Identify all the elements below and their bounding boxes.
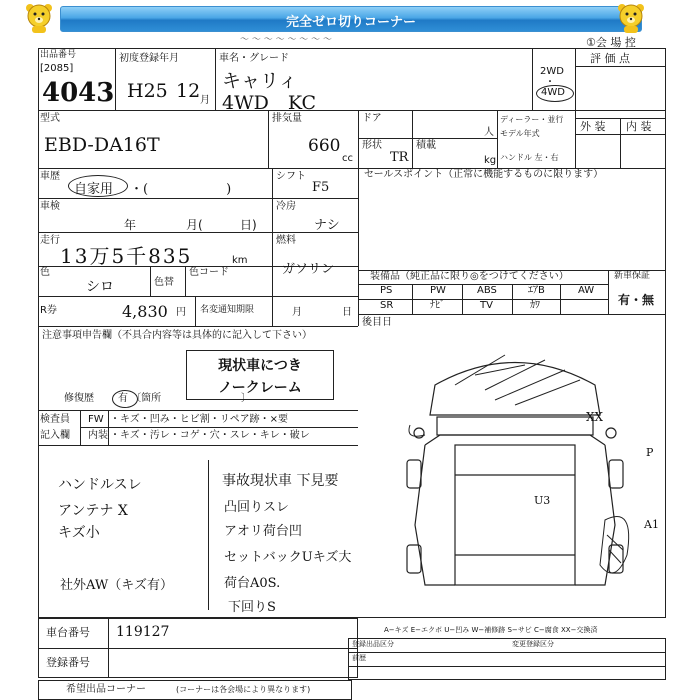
tax-day: 日 (342, 307, 352, 318)
top-banner (0, 0, 700, 36)
rating-label: 評 価 点 (590, 52, 630, 65)
mileage-label: 走行 (40, 235, 60, 246)
divider (358, 168, 359, 326)
dealer-model-year: モデル年式 (500, 129, 540, 138)
capacity-unit: 人 (484, 127, 494, 138)
fuel-value: ガソリン (282, 262, 335, 277)
title-strip (60, 6, 642, 32)
stamp-line1: 現状車につき (218, 358, 302, 374)
note-right-1: 事故現状車 下見要 (222, 473, 339, 489)
inspection-day: 日) (240, 218, 257, 232)
divider (80, 410, 81, 445)
tax-label: R券 (40, 305, 57, 316)
divider (195, 296, 196, 326)
inspector-row1: ・キズ・凹み・ヒビ割・リペア跡・×要 (110, 414, 288, 425)
note-left-2: アンテナ X (58, 503, 128, 519)
drive-dot: ・ (545, 77, 555, 88)
equip-airbag: ｴｱB (528, 285, 545, 296)
note-right-3: アオリ荷台凹 (224, 524, 302, 539)
divider (80, 427, 358, 428)
extra-change: 変更登録区分 (512, 640, 554, 648)
inspector-label2: 記入欄 (40, 430, 70, 441)
equip-leather: ｶﾜ (530, 300, 540, 311)
doors-label: ドア (362, 113, 382, 124)
color-change-label: 色替 (154, 277, 174, 288)
interior-label: 内 装 (626, 120, 652, 133)
divider (560, 284, 561, 314)
sales-points-label: セールスポイント（正常に機能するものに限ります） (364, 169, 604, 180)
repair-value: 有 〔箇所 〕 (118, 393, 252, 404)
body-type-label: 形状 (362, 140, 382, 151)
registration-no-label: 登録番号 (46, 656, 90, 669)
diagram-mark-p: P (646, 446, 654, 459)
lot-sub: [2085] (40, 63, 74, 74)
lot-label: 出品番号 (40, 50, 77, 60)
shift-value: F5 (312, 180, 330, 195)
divider (268, 110, 269, 168)
fuel-label: 燃料 (276, 235, 296, 246)
tax-month: 月 (292, 307, 302, 318)
inspection-year: 年 (124, 218, 137, 232)
drive-4wd: 4WD (541, 87, 565, 98)
inspector-row2-head: 内装 (88, 430, 108, 441)
divider (150, 266, 151, 296)
usage-value: 自家用 (74, 182, 114, 197)
tax-value: 4,830 (122, 302, 168, 321)
divider (620, 118, 621, 168)
usage-label: 車歴 (40, 171, 60, 182)
damage-legend: A−キズ E−エクボ U−凹み W−補修跡 S−サビ C−腐食 XX−交換済 (384, 626, 598, 634)
new-warranty-label: 新車保証 (614, 271, 651, 281)
divider (38, 198, 358, 199)
ac-value: ナシ (314, 218, 340, 233)
seat-label: 後目日 (362, 317, 392, 328)
ac-label: 冷房 (276, 201, 296, 212)
note-right-5: 荷台A0S. (224, 576, 281, 591)
mileage-unit: km (232, 255, 248, 266)
divider (412, 110, 413, 168)
bear-mascot-icon (616, 2, 646, 34)
divider (348, 666, 666, 667)
note-left-3: キズ小 (58, 525, 100, 541)
color-label: 色 (40, 267, 50, 278)
page-title: 完全ゼロ切りコーナー (285, 15, 416, 30)
equip-abs: ABS (477, 285, 497, 296)
divider (358, 110, 359, 168)
diagram-mark-a1: A1 (644, 518, 659, 531)
repair-circle (112, 390, 138, 408)
new-warranty-value: 有・無 (618, 293, 655, 307)
cut-heading: 〜 〜 〜 〜 〜 〜 〜 〜 (240, 35, 333, 45)
divider (497, 110, 498, 168)
note-right-6: 下回りS (228, 600, 276, 615)
equip-sr: SR (380, 300, 394, 311)
divider (38, 326, 358, 327)
divider (115, 48, 116, 110)
venue-label: ①会 場 控 (586, 36, 636, 49)
inspection-label: 車検 (40, 201, 60, 212)
chassis-label: 車台番号 (46, 626, 90, 639)
registration-month: 12 (176, 80, 201, 102)
dealer-label: ディーラー・並行 (500, 115, 564, 124)
equip-navi: ﾅﾋﾞ (430, 300, 445, 311)
note-right-4: セットバックUキズ大 (224, 550, 352, 565)
divider (38, 445, 358, 446)
body-type-value: TR (390, 150, 409, 165)
divider (348, 652, 666, 653)
equip-tv: TV (480, 300, 493, 311)
repair-label: 修復歴 (64, 393, 94, 404)
shift-label: シフト (276, 171, 306, 182)
divider (215, 48, 216, 110)
model-label: 型式 (40, 113, 60, 124)
registration-year: H25 (127, 80, 168, 102)
divider (532, 48, 533, 110)
tax-unit: 円 (176, 307, 186, 318)
load-unit: kg (484, 155, 497, 166)
inspection-month: 月( (186, 218, 203, 232)
footer-label: 希望出品コーナー (66, 684, 146, 695)
drive-2wd: 2WD (540, 66, 564, 77)
extra-transfer: 登録出品区分 (352, 640, 394, 648)
displacement-label: 排気量 (272, 113, 302, 124)
lot-number: 4043 (42, 78, 115, 108)
inspector-label: 検査員 (40, 414, 70, 425)
equip-ps: PS (380, 285, 393, 296)
registration-month-unit: 月 (200, 95, 210, 106)
notes-label: 注意事項申告欄（不具合内容等は具体的に記入して下さい） (42, 330, 312, 341)
color-code-label: 色コード (189, 267, 229, 278)
divider (38, 648, 358, 649)
divider (358, 138, 498, 139)
chassis-value: 119127 (116, 624, 170, 640)
tax-notice-label: 名変通知期限 (200, 305, 255, 315)
exterior-label: 外 装 (580, 120, 606, 133)
stamp-line2: ノークレーム (218, 380, 302, 396)
divider (185, 266, 186, 296)
diagram-mark-xx: XX (586, 410, 604, 424)
divider (412, 284, 413, 314)
divider (208, 460, 209, 610)
registration-label: 初度登録年月 (119, 53, 179, 64)
divider (462, 284, 463, 314)
equip-pw: PW (430, 285, 446, 296)
equipment-label: 装備品（純正品に限り◎をつけてください） (370, 271, 569, 282)
truck-diagram (395, 345, 665, 615)
bear-mascot-icon (24, 2, 54, 34)
divider (358, 314, 666, 315)
divider (608, 270, 609, 314)
divider (38, 296, 358, 297)
inspector-row1-head: FW (88, 414, 104, 425)
vehicle-name: キャリィ (222, 70, 298, 92)
extra-previous: 前歴 (352, 654, 366, 662)
model-value: EBD-DA16T (44, 134, 160, 156)
diagram-mark-u3: U3 (534, 494, 551, 507)
vehicle-label: 車名・グレード (219, 53, 289, 64)
inspector-row2: ・キズ・汚レ・コゲ・穴・スレ・キレ・破レ (110, 430, 310, 441)
note-left-4: 社外AW（キズ有） (60, 578, 173, 593)
footer-note: (コーナーは各会場により異なります) (176, 685, 311, 694)
displacement-unit: cc (342, 153, 353, 164)
load-label: 積載 (416, 140, 436, 151)
divider (512, 284, 513, 314)
divider (38, 110, 666, 111)
displacement-value: 660 (308, 136, 341, 156)
divider (575, 66, 666, 67)
dealer-handle: ハンドル 左・右 (500, 153, 559, 162)
note-left-1: ハンドルスレ (58, 477, 142, 493)
color-value: シロ (86, 279, 114, 295)
divider (108, 410, 109, 445)
extra-block (348, 638, 666, 680)
equip-aw: AW (578, 285, 595, 296)
vehicle-grade: 4WD KC (222, 92, 317, 114)
usage-rest: ・( ) (130, 182, 232, 197)
divider (38, 410, 358, 411)
note-right-2: 凸回りスレ (224, 500, 290, 515)
divider (272, 168, 273, 326)
mileage-value: 13万5千835 (60, 244, 193, 268)
